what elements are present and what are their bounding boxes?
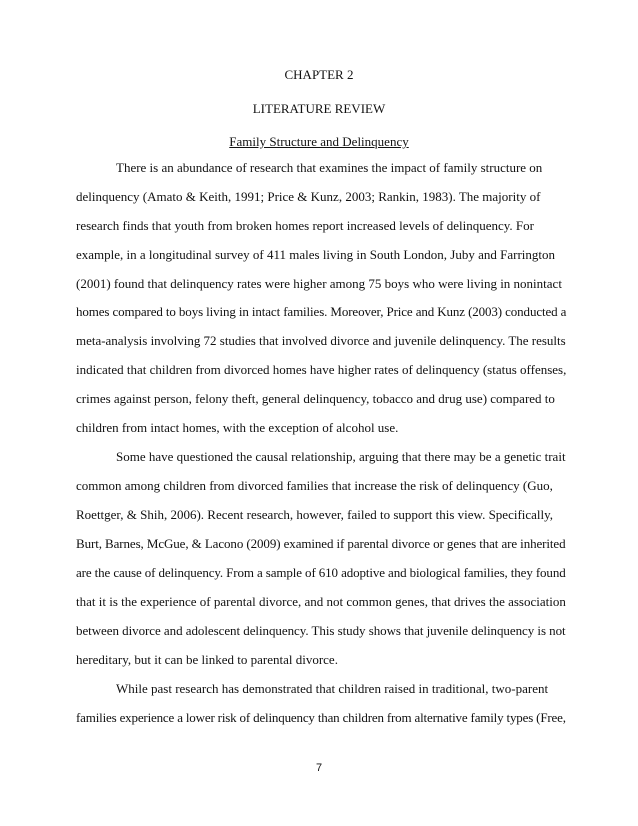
body-line: research finds that youth from broken homes report increased levels of delinquency. For (76, 218, 534, 233)
body-line: meta-analysis involving 72 studies that involved divorce and juvenile delinquency. The results (76, 333, 566, 348)
body-line: (2001) found that delinquency rates were higher among 75 boys who were living in nonintact (76, 276, 562, 291)
section-heading-wrapper (0, 134, 638, 150)
body-line: crimes against person, felony theft, general delinquency, tobacco and drug use) compared to (76, 391, 555, 406)
body-line: hereditary, but it can be linked to parental divorce. (76, 652, 338, 667)
body-line: delinquency (Amato & Keith, 1991; Price & Kunz, 2003; Rankin, 1983). The majority of (76, 189, 541, 204)
body-line: common among children from divorced families that increase the risk of delinquency (Guo, (76, 478, 553, 493)
body-line: While past research has demonstrated that children raised in traditional, two-parent (116, 681, 549, 696)
body-line: There is an abundance of research that examines the impact of family structure on (116, 160, 543, 175)
section-heading: Family Structure and Delinquency (229, 134, 409, 149)
body-line: families experience a lower risk of delinquency than children from alternative family types (Free, (76, 710, 566, 725)
body-line: Burt, Barnes, McGue, & Lacono (2009) examined if parental divorce or genes that are inherited (76, 536, 566, 551)
body-line: between divorce and adolescent delinquency. This study shows that juvenile delinquency is not (76, 623, 566, 638)
body-line: example, in a longitudinal survey of 411 males living in South London, Juby and Farrington (76, 247, 556, 262)
chapter-title: LITERATURE REVIEW (252, 101, 386, 116)
body-line: Roettger, & Shih, 2006). Recent research, however, failed to support this view. Specifically, (76, 507, 554, 522)
body-line: are the cause of delinquency. From a sample of 610 adoptive and biological families, they found (76, 565, 566, 580)
body-line: Some have questioned the causal relationship, arguing that there may be a genetic trait (116, 449, 566, 464)
body-line: indicated that children from divorced homes have higher rates of delinquency (status offenses, (76, 362, 567, 377)
body-line: homes compared to boys living in intact families. Moreover, Price and Kunz (2003) conducted a (76, 304, 567, 319)
body-line: that it is the experience of parental divorce, and not common genes, that drives the association (76, 594, 566, 609)
chapter-heading: CHAPTER 2 (284, 67, 354, 82)
body-line: children from intact homes, with the exception of alcohol use. (76, 420, 399, 435)
page-number: 7 (315, 762, 323, 774)
